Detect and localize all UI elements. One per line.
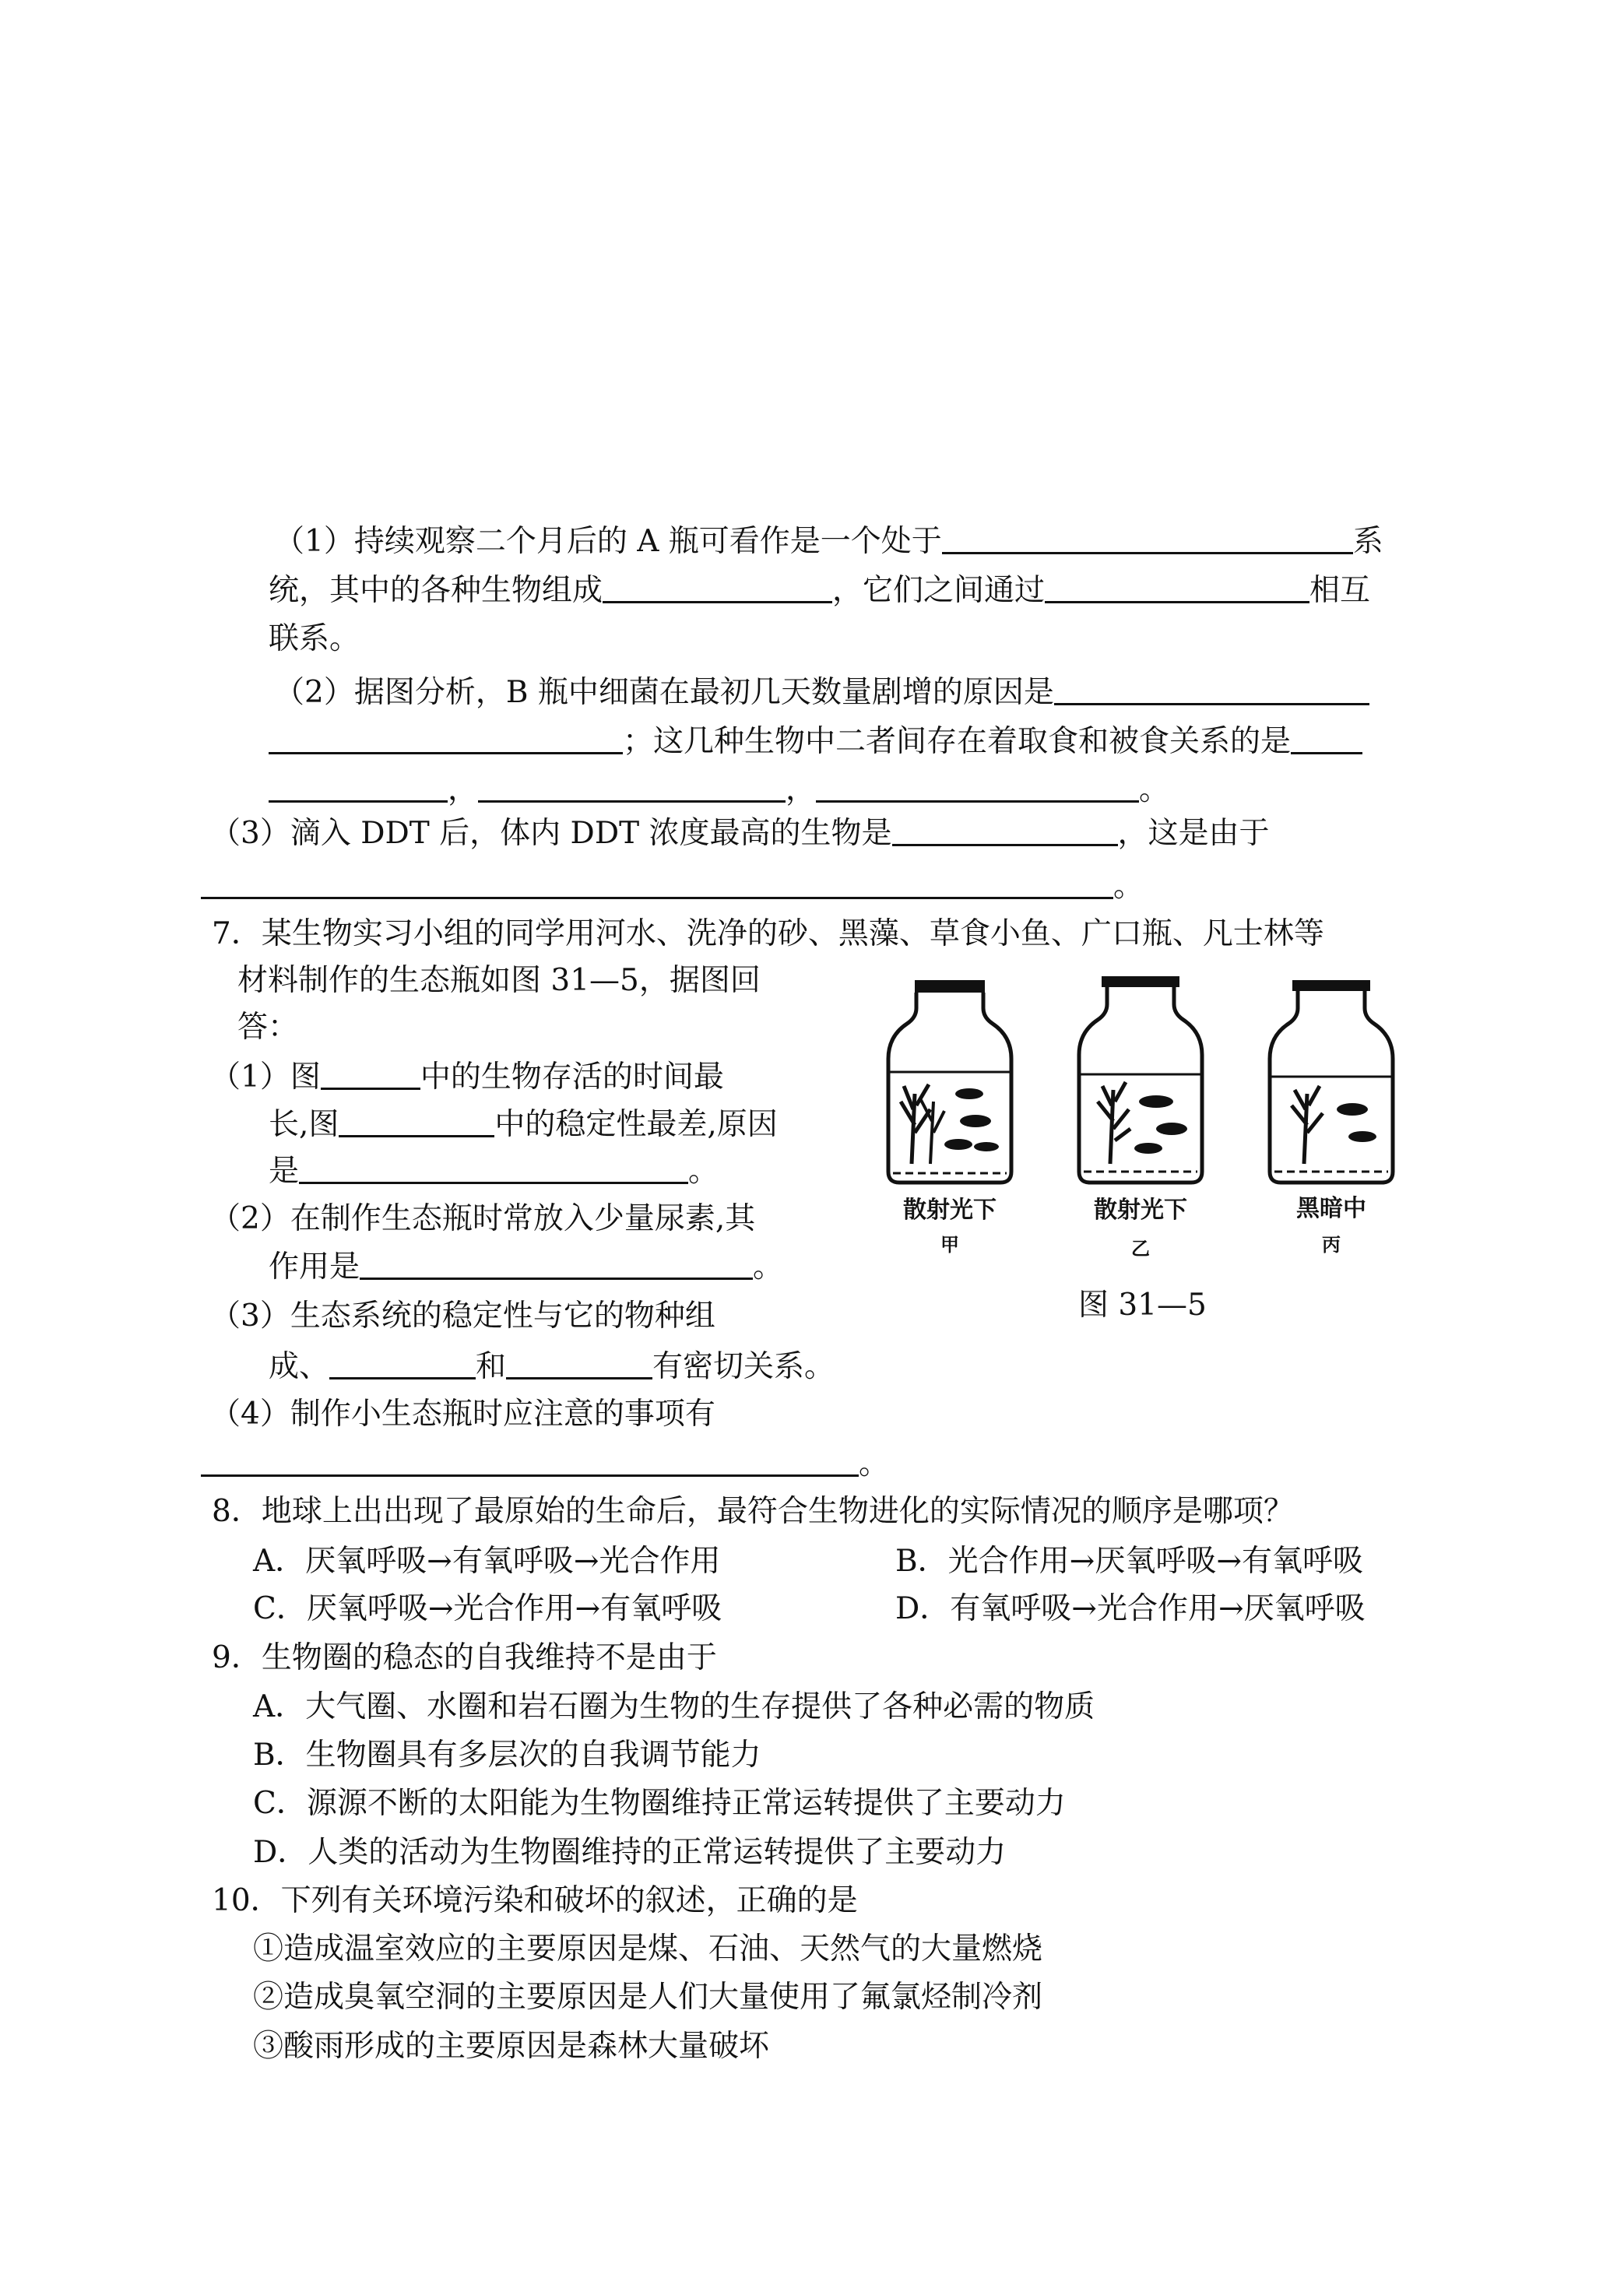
q9-option-b[interactable]: B．生物圈具有多层次的自我调节能力: [253, 1738, 761, 1773]
answer-blank[interactable]: [360, 1251, 753, 1280]
q6-part3-line1: （3）滴入 DDT 后，体内 DDT 浓度最高的生物是 ，这是由于: [210, 816, 1270, 851]
answer-blank[interactable]: [1045, 575, 1309, 603]
q10-item-3: ③酸雨形成的主要原因是森林大量破坏: [253, 2029, 770, 2064]
q8-option-d[interactable]: D．有氧呼吸→光合作用→厌氧呼吸: [895, 1591, 1366, 1626]
jar-bing-illustration: [1265, 977, 1397, 1187]
jar-sub-jia: 甲: [940, 1234, 959, 1256]
q10-item-1: ①造成温室效应的主要原因是煤、石油、天然气的大量燃烧: [253, 1931, 1043, 1966]
answer-blank[interactable]: [603, 575, 832, 603]
q7-sub1-line2: 长,图 中的稳定性最差,原因: [269, 1107, 778, 1142]
answer-blank[interactable]: [201, 1448, 859, 1477]
q9-option-d[interactable]: D．人类的活动为生物圈维持的正常运转提供了主要动力: [253, 1835, 1007, 1870]
jar-label-jia: 散射光下: [903, 1197, 997, 1224]
q7-stem-line3: 答：: [237, 1010, 299, 1045]
q7-sub3-line2: 成、 和 有密切关系。: [269, 1349, 835, 1384]
jar-jia-illustration: [884, 977, 1016, 1187]
answer-blank[interactable]: [478, 774, 786, 803]
q8-option-c[interactable]: C．厌氧呼吸→光合作用→有氧呼吸: [253, 1591, 722, 1626]
answer-blank[interactable]: [1054, 677, 1369, 705]
answer-blank[interactable]: [339, 1109, 494, 1137]
q6-part1-line3: 联系。: [269, 621, 360, 656]
answer-blank[interactable]: [269, 726, 623, 754]
answer-blank[interactable]: [816, 774, 1139, 803]
jar-yi-illustration: [1074, 973, 1207, 1187]
answer-blank[interactable]: [321, 1061, 420, 1090]
answer-blank[interactable]: [506, 1351, 652, 1379]
q7-sub2-line1: （2）在制作生态瓶时常放入少量尿素,其: [210, 1201, 756, 1236]
q9-stem: 9．生物圈的稳态的自我维持不是由于: [212, 1640, 717, 1675]
q6-part2-line3: ， ， 。: [269, 774, 1169, 805]
jar-sub-bing: 丙: [1322, 1234, 1341, 1256]
q7-sub4-line1: （4）制作小生态瓶时应注意的事项有: [210, 1397, 715, 1432]
q7-stem-line2: 材料制作的生态瓶如图 31—5，据图回: [237, 963, 761, 998]
q6-part1-line2: 统，其中的各种生物组成 ，它们之间通过 相互: [269, 573, 1371, 608]
q8-stem: 8．地球上出出现了最原始的生命后，最符合生物进化的实际情况的顺序是哪项？: [212, 1494, 1294, 1529]
q6-part1-line1: （1）持续观察二个月后的 A 瓶可看作是一个处于 系: [274, 524, 1383, 559]
q6-part2-line1: （2）据图分析，B 瓶中细菌在最初几天数量剧增的原因是: [274, 677, 1369, 708]
answer-blank[interactable]: [942, 525, 1353, 554]
q6-part3-line2: 。: [201, 870, 1144, 901]
q8-option-a[interactable]: A．厌氧呼吸→有氧呼吸→光合作用: [253, 1544, 721, 1579]
q7-stem-line1: 7．某生物实习小组的同学用河水、洗净的砂、黑藻、草食小鱼、广口瓶、凡士林等: [212, 916, 1324, 951]
q9-option-a[interactable]: A．大气圈、水圈和岩石圈为生物的生存提供了各种必需的物质: [253, 1689, 1095, 1724]
jar-label-yi: 散射光下: [1094, 1197, 1187, 1224]
answer-blank[interactable]: [201, 870, 1113, 899]
answer-blank[interactable]: [1291, 726, 1362, 754]
answer-blank[interactable]: [892, 817, 1118, 846]
jar-label-bing: 黑暗中: [1296, 1195, 1366, 1222]
q7-sub3-line1: （3）生态系统的稳定性与它的物种组: [210, 1299, 715, 1334]
q7-sub2-line2: 作用是 。: [269, 1249, 784, 1285]
jar-sub-yi: 乙: [1131, 1238, 1150, 1260]
q7-sub4-line2: 。: [201, 1448, 889, 1479]
q6-part2-line2: ；这几种生物中二者间存在着取食和被食关系的是: [269, 726, 1362, 757]
q10-item-2: ②造成臭氧空洞的主要原因是人们大量使用了氟氯烃制冷剂: [253, 1980, 1043, 2015]
q8-option-b[interactable]: B．光合作用→厌氧呼吸→有氧呼吸: [895, 1544, 1364, 1579]
q7-sub1-line3: 是 。: [269, 1154, 719, 1189]
q10-stem: 10．下列有关环境污染和破坏的叙述，正确的是: [212, 1883, 858, 1918]
answer-blank[interactable]: [269, 774, 448, 803]
q9-option-c[interactable]: C．源源不断的太阳能为生物圈维持正常运转提供了主要动力: [253, 1786, 1066, 1821]
q7-sub1-line1: （1）图 中的生物存活的时间最: [210, 1060, 724, 1095]
answer-blank[interactable]: [299, 1155, 688, 1184]
answer-blank[interactable]: [329, 1351, 476, 1379]
figure-caption: 图 31—5: [1078, 1288, 1207, 1323]
